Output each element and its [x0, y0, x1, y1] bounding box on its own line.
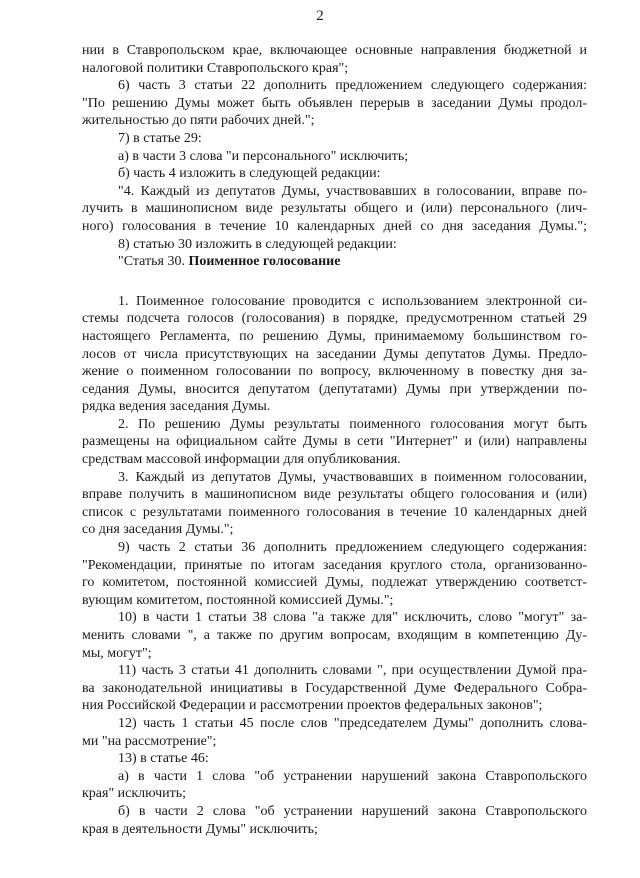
text-line: вующим комитетом, постоянной комиссией Думы."; — [82, 592, 394, 608]
text-line: менить словами ", а также по другим вопросам, входящим в компетенцию Ду- — [82, 628, 587, 643]
text-line: 3. Каждый из депутатов Думы, участвовавших в поименном голосовании, — [118, 469, 587, 485]
text-line: го комитетом, постоянной комиссией Думы, подлежат утверждению соответст- — [82, 575, 587, 591]
paragraph-item-10-cont — [82, 627, 587, 662]
paragraph-item-8 — [82, 236, 587, 254]
paragraph-item-13 — [82, 750, 587, 768]
article-30-part-2-cont — [82, 433, 587, 468]
paragraph-item-13b-cont — [82, 821, 587, 839]
text-line: ния Российской Федерации и рассмотрении проектов федеральных законов"; — [82, 698, 543, 714]
text-line: а) в части 3 слова "и персонального" исключить; — [118, 148, 409, 164]
article-30-part-3 — [82, 469, 587, 487]
article-30-part-2 — [82, 416, 587, 434]
paragraph-part-4-quote-cont — [82, 200, 587, 235]
text-line: "4. Каждый из депутатов Думы, участвовавших в голосовании, вправе по- — [118, 183, 587, 199]
paragraph-continuation — [82, 42, 587, 77]
paragraph-item-11-cont — [82, 680, 587, 715]
text-line: стемы подсчета голосов (голосования) в порядке, предусмотренном статьей 29 — [82, 311, 587, 327]
text-line: а) в части 1 слова "об устранении нарушений закона Ставропольского — [118, 768, 587, 784]
paragraph-part-4-quote — [82, 183, 587, 201]
paragraph-item-10 — [82, 609, 587, 627]
text-line: жительностью до пяти рабочих дней."; — [82, 113, 315, 129]
text-line: ва законодательной инициативы в Государственной Думе Федерального Собра- — [82, 680, 587, 696]
text-line: "По решению Думы может быть объявлен перерыв в заседании Думы продол- — [82, 95, 587, 111]
text-line: края в деятельности Думы" исключить; — [82, 821, 318, 837]
text-line: б) в части 2 слова "об устранении нарушений закона Ставропольского — [118, 803, 587, 819]
article-30-heading — [82, 253, 587, 271]
text-line: настоящего Регламента, по решению Думы, принимаемому большинством го- — [82, 328, 587, 344]
text-line: 10) в части 1 статьи 38 слова "а также для" исключить, слово "могут" за- — [118, 610, 587, 626]
article-30-part-1-cont — [82, 310, 587, 416]
text-line: "Рекомендации, принятые по итогам заседания круглого стола, организованно- — [82, 557, 587, 573]
text-line: ми "на рассмотрение"; — [82, 733, 217, 749]
article-30-prefix: "Статья 30. — [118, 254, 189, 270]
text-line: 6) часть 3 статьи 22 дополнить предложением следующего содержания: — [118, 78, 587, 94]
text-line: лосов от числа присутствующих на заседании Думы депутатов Думы. Предло- — [82, 346, 587, 362]
paragraph-item-7a — [82, 148, 587, 166]
paragraph-item-6-quote — [82, 95, 587, 130]
text-line: 13) в статье 46: — [118, 751, 209, 767]
text-line: 9) часть 2 статьи 36 дополнить предложением следующего содержания: — [118, 540, 587, 556]
text-line: жение о поименном голосовании по вопросу, включенному в повестку дня за- — [82, 364, 587, 380]
paragraph-item-6 — [82, 77, 587, 95]
text-line: вправе получить в машинописном виде результаты общего голосования и (или) — [82, 487, 587, 503]
paragraph-item-13a-cont — [82, 785, 587, 803]
text-line: рядка ведения заседания Думы. — [82, 399, 271, 415]
article-30-part-3-cont — [82, 486, 587, 539]
paragraph-item-12-cont — [82, 733, 587, 751]
text-line: нии в Ставропольском крае, включающее основные направления бюджетной и — [82, 43, 587, 58]
page-number: 2 — [316, 8, 324, 24]
paragraph-item-13b — [82, 803, 587, 821]
text-line: размещены на официальном сайте Думы в сети "Интернет" и (или) направлены — [82, 434, 587, 450]
text-line: средствам массовой информации для опубликования. — [82, 452, 401, 468]
article-30-part-1 — [82, 293, 587, 311]
text-line: 12) часть 1 статьи 45 после слов "председателем Думы" дополнить слова- — [118, 715, 587, 731]
text-line: 1. Поименное голосование проводится с использованием электронной си- — [118, 293, 587, 309]
article-30-title: Поименное голосование — [188, 254, 341, 270]
paragraph-item-7 — [82, 130, 587, 148]
text-line: лучить в машинописном виде результаты общего и (или) персонального (лич- — [82, 201, 587, 217]
paragraph-item-9 — [82, 539, 587, 557]
text-line: 11) часть 3 статьи 41 дополнить словами ", при осуществлении Думой пра- — [118, 663, 587, 679]
document-body — [82, 42, 587, 838]
text-line: список с результатами поименного голосования в течение 10 календарных дней — [82, 504, 587, 520]
text-line: седания Думы, вносится депутатом (депутатами) Думы при утверждении по- — [82, 381, 587, 397]
paragraph-item-12 — [82, 715, 587, 733]
text-line: мы, могут"; — [82, 645, 152, 661]
text-line: края" исключить; — [82, 786, 187, 802]
paragraph-item-7b — [82, 165, 587, 183]
paragraph-item-9-quote — [82, 557, 587, 610]
text-line: 8) статью 30 изложить в следующей редакции: — [118, 236, 397, 252]
text-line: 7) в статье 29: — [118, 130, 202, 146]
text-line: ного) голосования в течение 10 календарных дней со дня заседания Думы."; — [82, 218, 587, 234]
text-line: 2. По решению Думы результаты поименного голосования могут быть — [118, 416, 587, 432]
text-line: со дня заседания Думы."; — [82, 522, 234, 538]
paragraph-item-11 — [82, 662, 587, 680]
paragraph-item-13a — [82, 768, 587, 786]
text-line: б) часть 4 изложить в следующей редакции: — [118, 166, 381, 182]
text-line: налоговой политики Ставропольского края"; — [82, 60, 349, 76]
